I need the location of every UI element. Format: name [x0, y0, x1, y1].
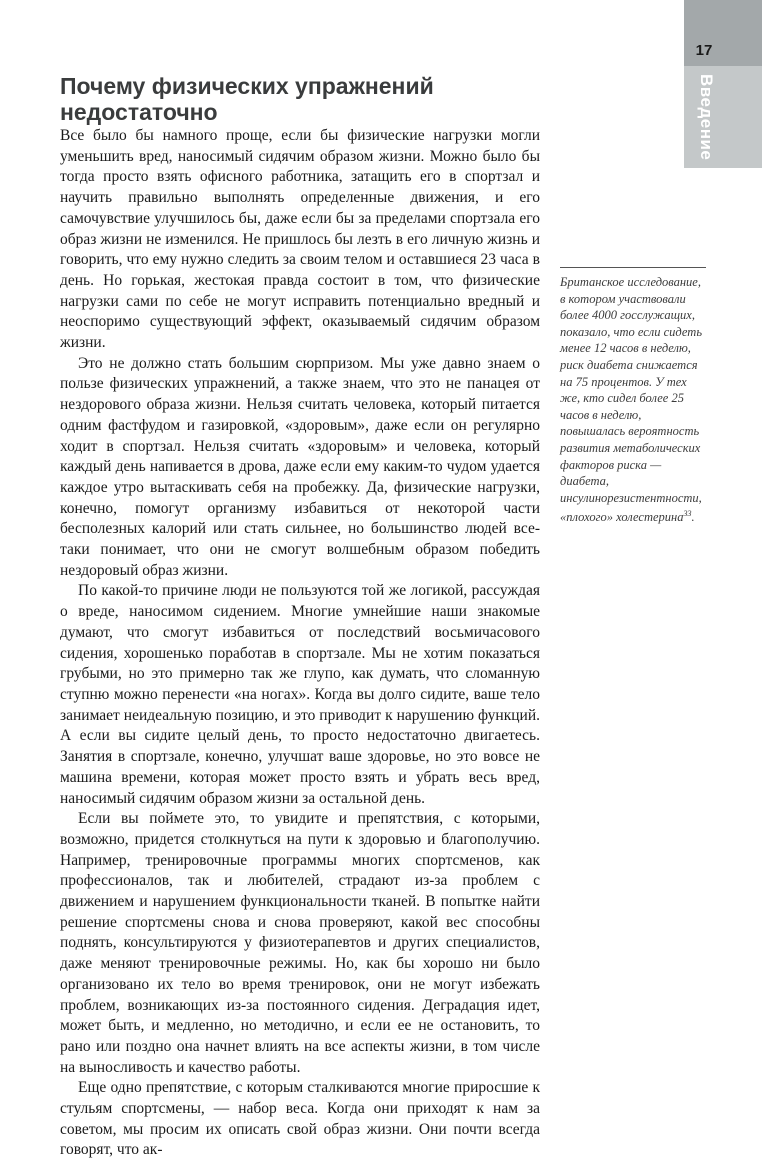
sidebar-note	[560, 267, 706, 526]
sidebar-note-text	[560, 274, 706, 526]
sidebar-note-body: Британское исследование, в котором участвовали более 4000 госслужащих, показало, что если сидеть менее 12 часов в неделю, риск диабета снижается на 75 процентов. У тех же, кто сидел более 25 часов в неделю, повышалась вероятность развития метаболических факторов риска — диабета, инсулинорезистентности, «плохого» холестерина	[560, 275, 703, 525]
heading-line-1: Почему физических упражнений	[60, 73, 434, 99]
section-heading	[60, 73, 540, 125]
paragraph-5: Еще одно препятствие, с которым сталкиваются многие приросшие к стульям спортсмены, — набор веса. Когда они приходят к нам за советом, мы просим их описать свой образ жизни. Они почти всегда говорят, что ак-	[60, 1079, 540, 1159]
paragraph-4: Если вы поймете это, то увидите и препятствия, с которыми, возможно, придется столкнуться на пути к здоровью и благополучию. Например, тренировочные программы многих спортсменов, как профессионалов, так и любителей, страдают из-за проблем с движением и нарушением функциональности тканей. В попытке найти решение спортсмены снова и снова проверяют, какой вес способны поднять, консультируются у физиотерапевтов и других специалистов, даже меняют тренировочные режимы. Но, как бы хорошо ни было организовано их тело во время тренировок, они не могут избежать проблем, возникающих из-за постоянного сидения. Деградация идет, может быть, и медленно, но методично, и если ее не остановить, то рано или поздно она начнет влиять на все аспекты жизни, в том числе на выносливость и качество работы.	[60, 810, 540, 1076]
paragraph-1: Все было бы намного проще, если бы физические нагрузки могли уменьшить вред, наносимый сидячим образом жизни. Можно было бы тогда просто взять офисного работника, затащить его в спортзал и научить правильно выполнять определенные движения, и его самочувствие улучшилось бы, даже если бы за пределами спортзала его образ жизни не изменился. Не пришлось бы лезть в его личную жизнь и говорить, что ему нужно следить за своим телом и оставшиеся 23 часа в день. Но горькая, жестокая правда состоит в том, что физические нагрузки сами по себе не могут исправить потенциально вредный и неоспоримо существующий эффект, оказываемый сидячим образом жизни.	[60, 127, 540, 352]
heading-line-2: недостаточно	[60, 99, 218, 125]
sidebar-note-period: .	[691, 510, 695, 525]
page-number: 17	[695, 42, 713, 59]
paragraph-3: По какой-то причине люди не пользуются той же логикой, рассуждая о вреде, наносимом сидением. Многие умнейшие наши знакомые думают, что смогут избавиться от последствий восьмичасового сидения, хорошенько поработав в спортзале. Мы не хотим показаться грубыми, но это примерно так же глупо, как думать, что сломанную ступню можно перенести «на ногах». Когда вы долго сидите, ваше тело занимает неидеальную позицию, и это приводит к нарушению функций. А если вы сидите целый день, то просто недостаточно двигаетесь. Занятия в спортзале, конечно, улучшат ваше здоровье, но это вовсе не машина времени, которая может просто взять и убрать весь вред, наносимый сидячим образом жизни за остальной день.	[60, 582, 540, 807]
paragraph-2: Это не должно стать большим сюрпризом. Мы уже давно знаем о пользе физических упражнений, а также знаем, что это не панацея от нездорового образа жизни. Нельзя считать человека, который питается одним фастфудом и газировкой, «здоровым», даже если он регулярно ходит в спортзал. Нельзя считать «здоровым» и человека, который каждый день напивается в дрова, даже если ему каким-то чудом удается каждое утро вытаскивать себя на пробежку. Да, физические нагрузки, конечно, помогут организму избавиться от некоторой части бесполезных калорий или стать сильнее, но большинство людей все-таки понимает, что они не смогут волшебным образом победить нездоровый образ жизни.	[60, 354, 540, 579]
section-tab-label: Введение	[697, 74, 716, 161]
body-text	[60, 126, 540, 1161]
footnote-ref: 33	[683, 509, 692, 519]
